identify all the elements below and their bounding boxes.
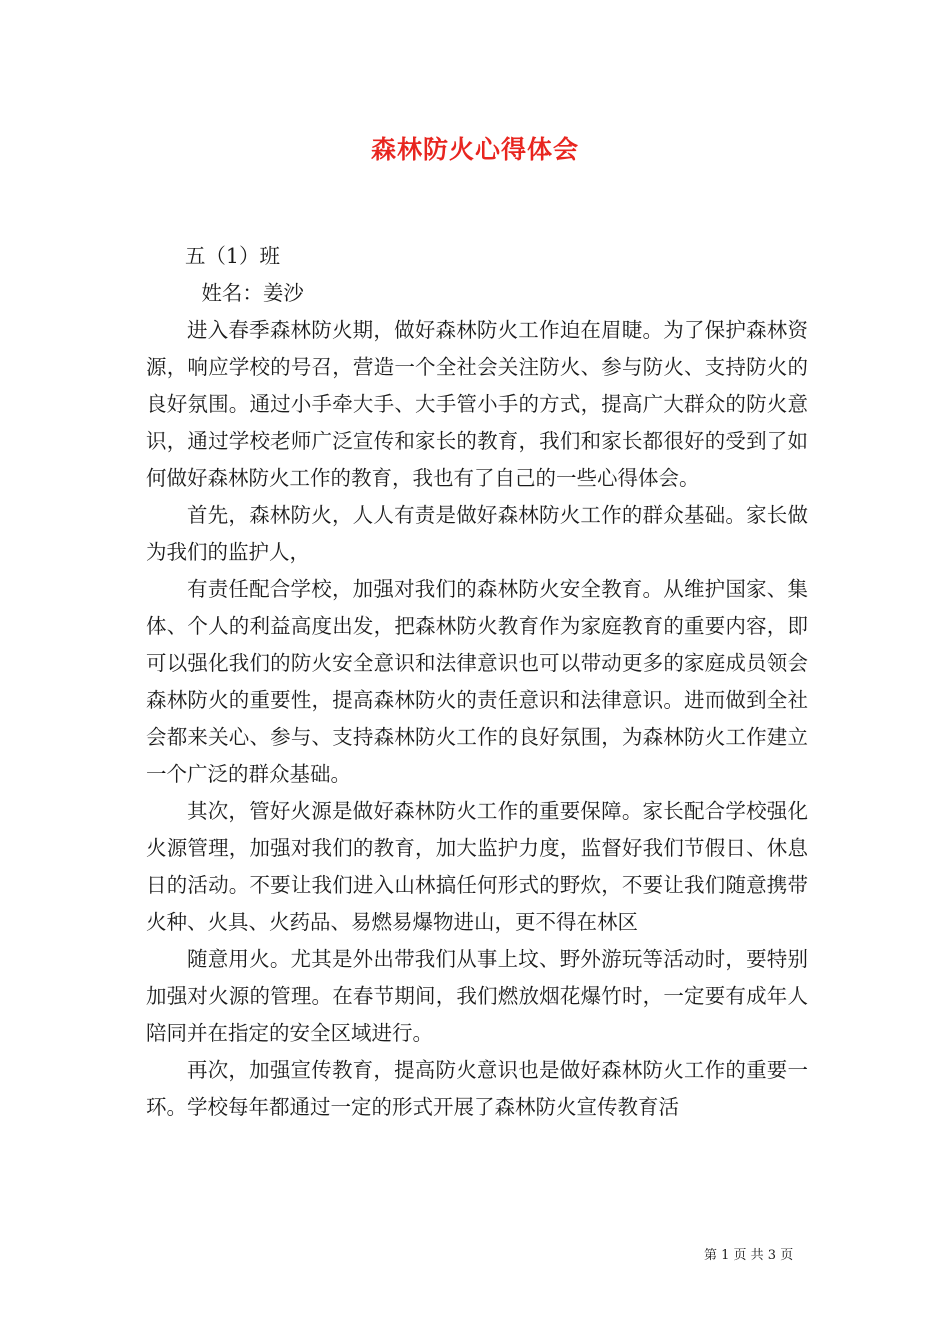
paragraph-second: 其次，管好火源是做好森林防火工作的重要保障。家长配合学校强化火源管理，加强对我们的教育，加大监护力度，监督好我们节假日、休息日的活动。不要让我们进入山林搞任何形式的野炊，不要让我们随意携带火种、火具、火药品、易燃易爆物进山，更不得在林区 [146,799,808,934]
paragraph-intro: 进入春季森林防火期，做好森林防火工作迫在眉睫。为了保护森林资源，响应学校的号召，营造一个全社会关注防火、参与防火、支持防火的良好氛围。通过小手牵大手、大手管小手的方式，提高广大群众的防火意识，通过学校老师广泛宣传和家长的教育，我们和家长都很好的受到了如何做好森林防火工作的教育，我也有了自己的一些心得体会。 [146,318,808,490]
paragraph-responsibility: 有责任配合学校，加强对我们的森林防火安全教育。从维护国家、集体、个人的利益高度出发，把森林防火教育作为家庭教育的重要内容，即可以强化我们的防火安全意识和法律意识也可以带动更多的家庭成员领会森林防火的重要性，提高森林防火的责任意识和法律意识。进而做到全社会都来关心、参与、支持森林防火工作的良好氛围，为森林防火工作建立一个广泛的群众基础。 [146,577,808,786]
paragraph-first: 首先，森林防火，人人有责是做好森林防火工作的群众基础。家长做为我们的监护人， [146,503,808,564]
class-line: 五（1）班 [184,244,280,268]
page-number: 第 1 页 共 3 页 [704,1248,794,1263]
document-title: 森林防火心得体会 [370,135,579,164]
paragraph-third: 再次，加强宣传教育，提高防火意识也是做好森林防火工作的重要一环。学校每年都通过一定的形式开展了森林防火宣传教育活 [146,1058,808,1119]
name-line: 姓名：姜沙 [201,281,304,305]
paragraph-fire-use: 随意用火。尤其是外出带我们从事上坟、野外游玩等活动时，要特别加强对火源的管理。在春节期间，我们燃放烟花爆竹时，一定要有成年人陪同并在指定的安全区域进行。 [146,947,808,1045]
document-body [146,238,808,1126]
